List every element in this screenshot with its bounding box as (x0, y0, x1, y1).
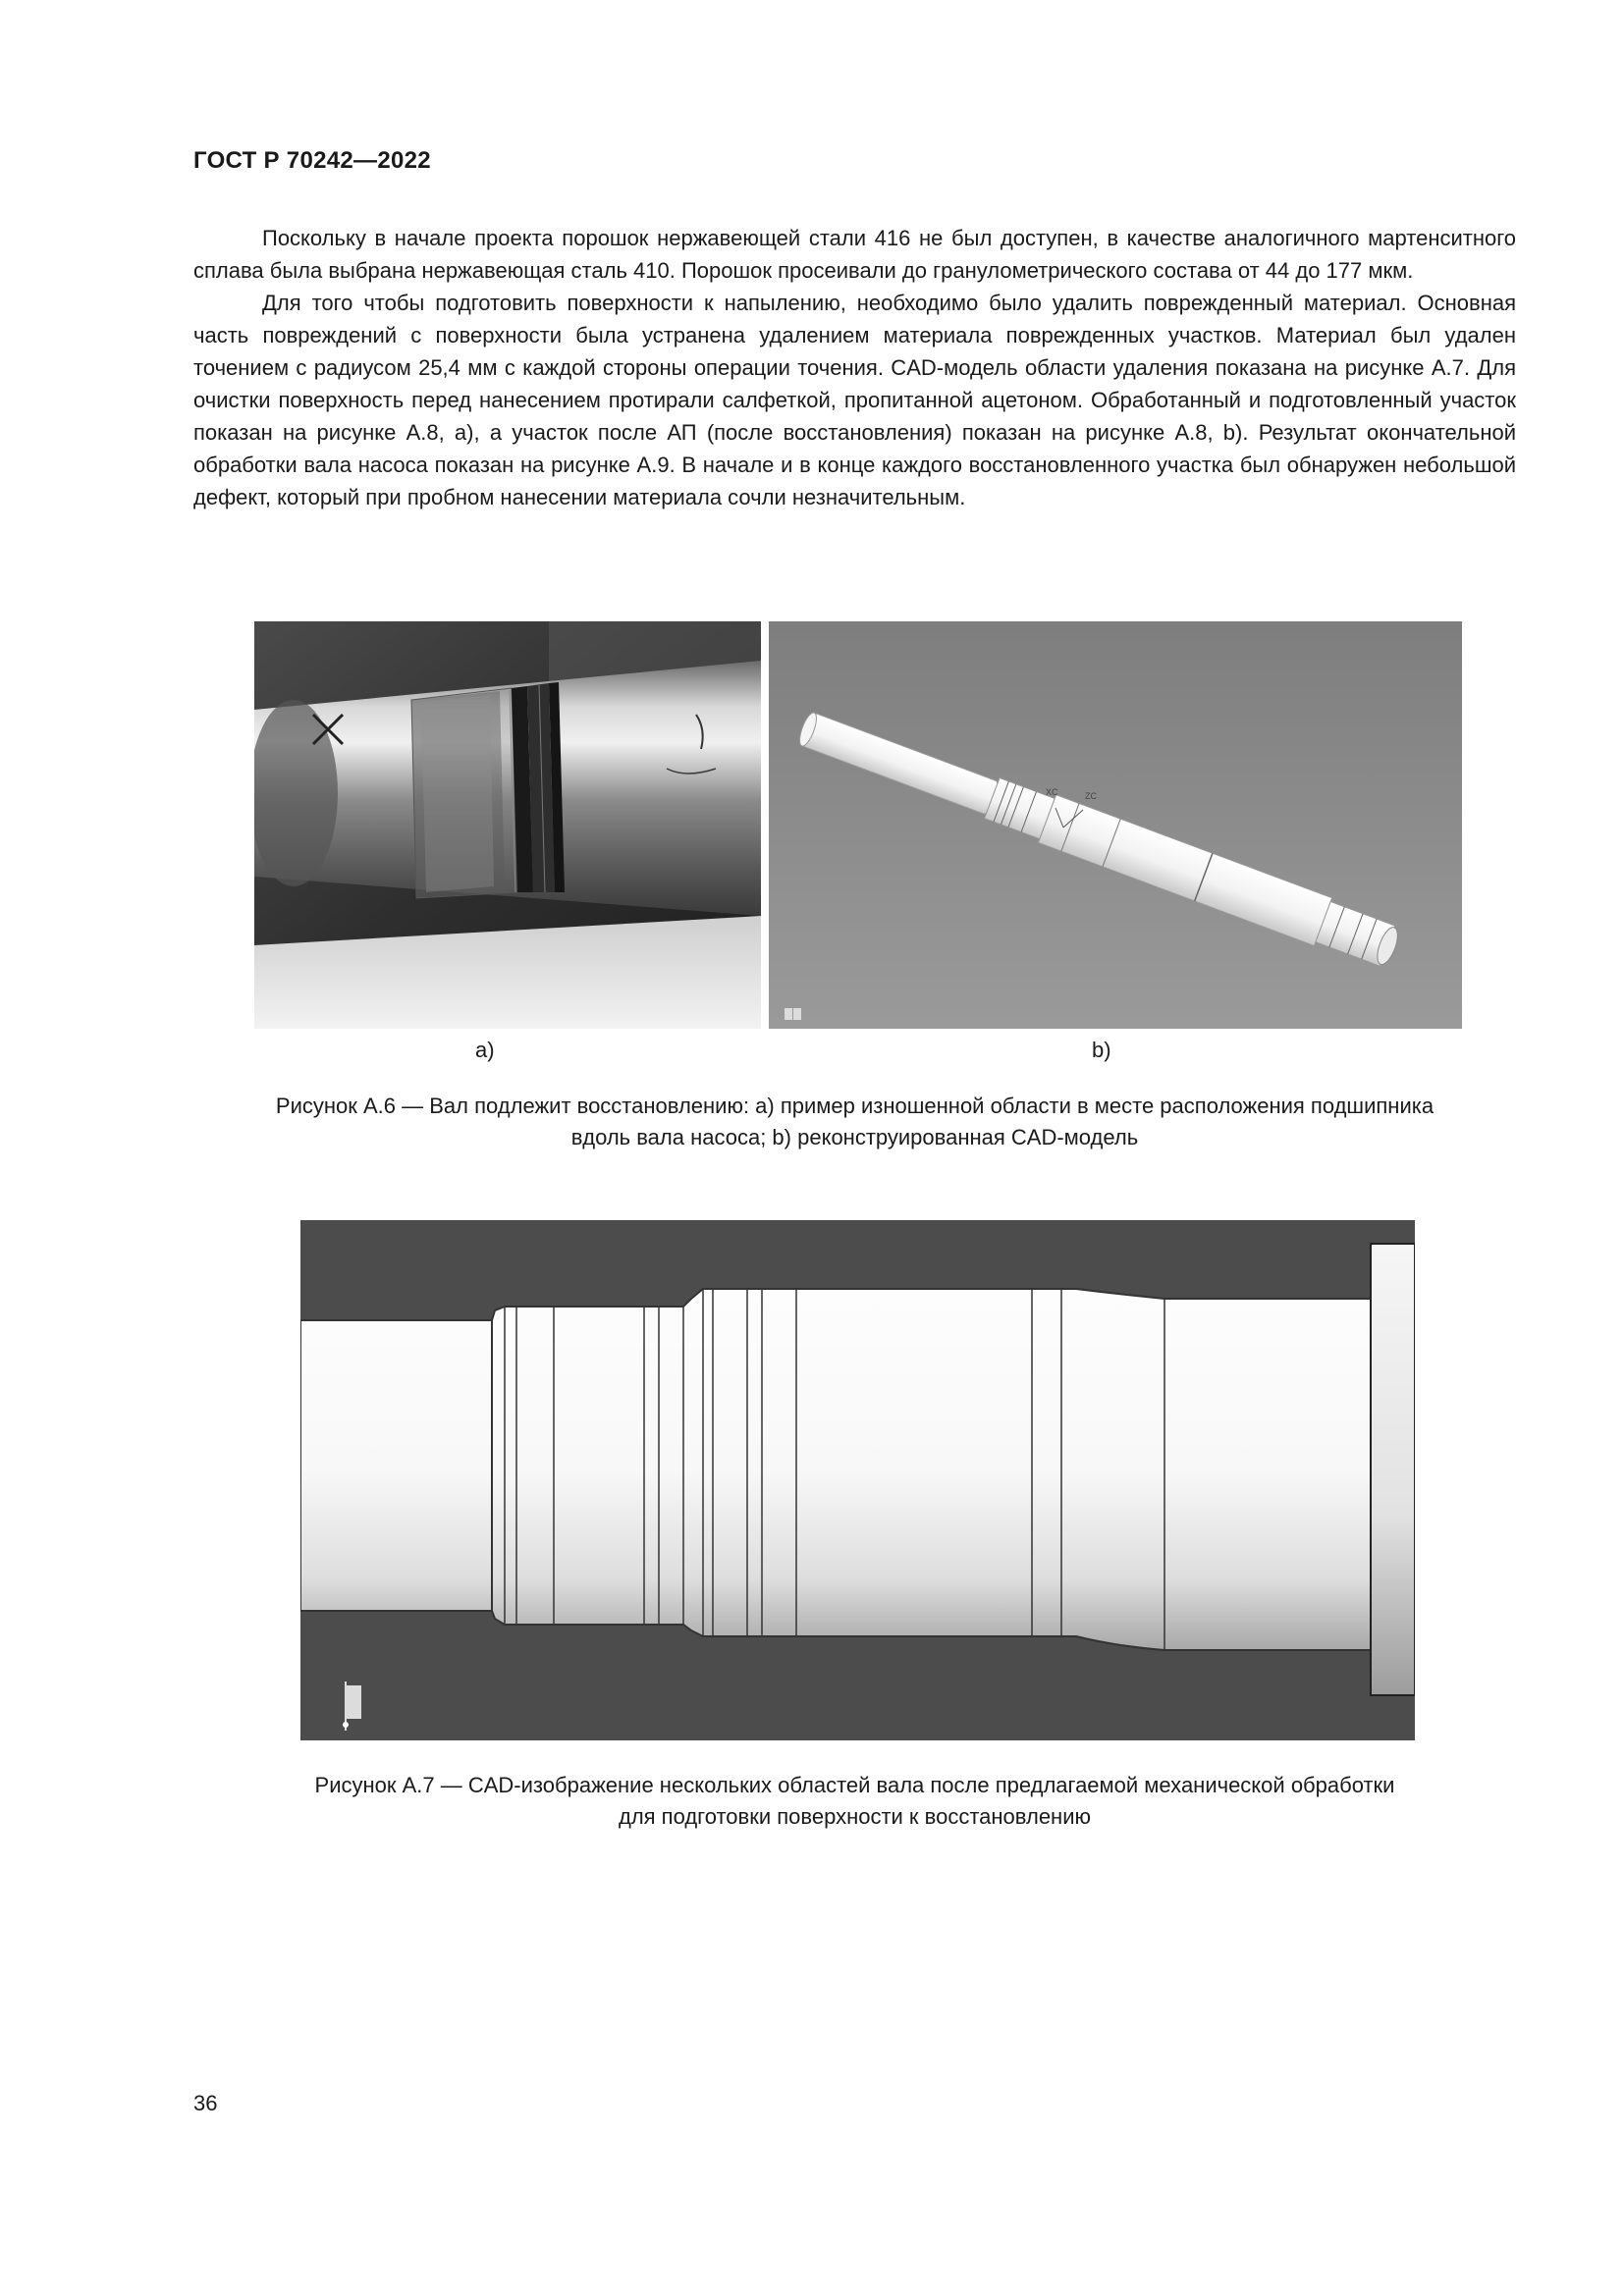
sub-label-b: b) (1092, 1038, 1111, 1062)
figure-a7-caption-line1: Рисунок А.7 — CAD-изображение нескольких областей вала после предлагаемой механической обработки (314, 1773, 1395, 1797)
body-text (193, 222, 1516, 513)
axis-label-zc: ZC (1085, 791, 1097, 801)
figure-a6-caption-line2: вдоль вала насоса; b) реконструированная CAD-модель (570, 1125, 1139, 1149)
axis-label-xc: XC (1046, 787, 1058, 797)
figure-a6 (254, 621, 1462, 1029)
paragraph-2: Для того чтобы подготовить поверхности к напылению, необходимо было удалить поврежденный материал. Основная часть повреждений с поверхности была устранена удалением материала поврежденных участков. Материал был удален точением с радиусом 25,4 мм с каждой стороны операции точения. CAD-модель области удаления показана на рисунке А.7. Для очистки поверхность перед нанесением протирали салфеткой, пропитанной ацетоном. Обработанный и подготовленный участок показан на рисунке А.8, а), а участок после АП (после восстановления) показан на рисунке А.8, b). Результат окончательной обработки вала насоса показан на рисунке А.9. В начале и в конце каждого восстановленного участка был обнаружен небольшой дефект, который при пробном нанесении материала сочли незначительным. (193, 291, 1516, 509)
figure-a6-caption (193, 1091, 1516, 1153)
page-number: 36 (193, 2091, 218, 2115)
figure-a7-caption (193, 1770, 1516, 1833)
worn-shaft-photo (254, 621, 761, 1029)
sub-label-a: a) (475, 1038, 495, 1062)
figure-a7-cad-render (300, 1220, 1415, 1740)
figure-a6-caption-line1: Рисунок А.6 — Вал подлежит восстановлению: а) пример изношенной области в месте расположения подшипника (275, 1094, 1435, 1118)
cad-model-render (769, 621, 1462, 1029)
figure-a7-caption-line2: для подготовки поверхности к восстановлению (618, 1804, 1091, 1829)
paragraph-1: Поскольку в начале проекта порошок нержавеющей стали 416 не был доступен, в качестве аналогичного мартенситного сплава была выбрана нержавеющая сталь 410. Порошок просеивали до гранулометрического состава от 44 до 177 мкм. (193, 226, 1516, 283)
document-header: ГОСТ Р 70242—2022 (193, 147, 431, 174)
